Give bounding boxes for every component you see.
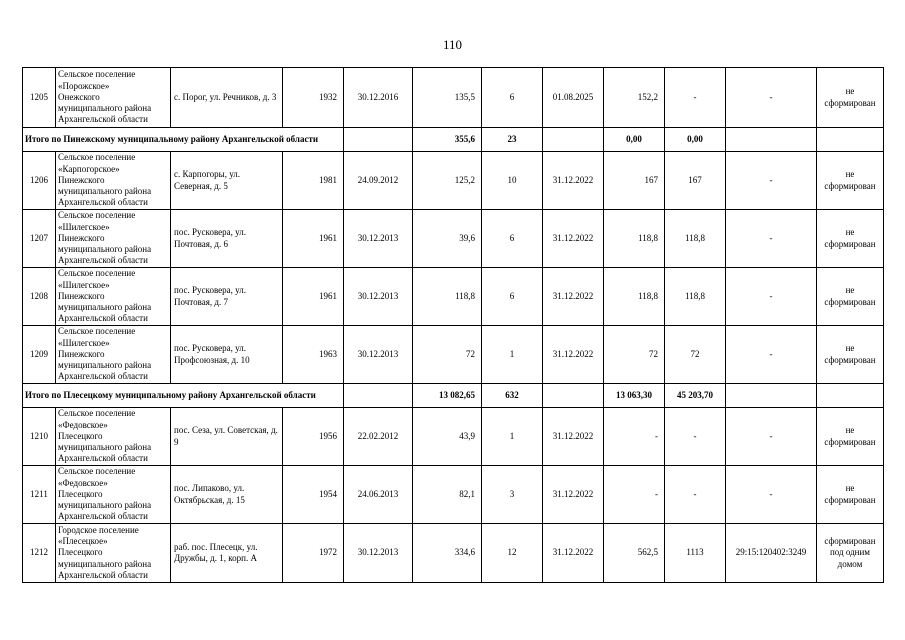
cadastral-number: -	[726, 152, 817, 210]
row-number: 1211	[23, 466, 56, 524]
house-address: пос. Русковера, ул. Почтовая, д. 7	[171, 268, 283, 326]
living-area: 82,1	[413, 466, 482, 524]
row-number: 1208	[23, 268, 56, 326]
row-number: 1207	[23, 210, 56, 268]
subtotal-label: Итого по Плесецкому муниципальному району Архангельской области	[23, 384, 344, 408]
subtotal-value-a: 0,00	[604, 128, 665, 152]
resettlement-deadline: 31.12.2022	[543, 408, 604, 466]
recognition-date: 30.12.2013	[344, 524, 413, 583]
subtotal-value-b: 45 203,70	[665, 384, 726, 408]
construction-year: 1956	[283, 408, 344, 466]
resettlement-deadline: 01.08.2025	[543, 68, 604, 128]
recognition-date: 24.06.2013	[344, 466, 413, 524]
cadastral-number: -	[726, 466, 817, 524]
construction-year: 1961	[283, 268, 344, 326]
subtotal-label: Итого по Пинежскому муниципальному району Архангельской области	[23, 128, 344, 152]
settlement-name: Сельское поселение «Порожское» Онежского муниципального района Архангельской области	[56, 68, 171, 128]
living-area: 135,5	[413, 68, 482, 128]
cadastral-number: 29:15:120402:3249	[726, 524, 817, 583]
resettlement-deadline: 31.12.2022	[543, 524, 604, 583]
resettlement-deadline: 31.12.2022	[543, 210, 604, 268]
row-number: 1206	[23, 152, 56, 210]
value-column-b: 118,8	[665, 210, 726, 268]
empty-cell	[726, 384, 817, 408]
row-number: 1212	[23, 524, 56, 583]
living-area: 72	[413, 326, 482, 384]
value-column-b: -	[665, 68, 726, 128]
table-row	[23, 152, 884, 210]
table-row	[23, 268, 884, 326]
table-row	[23, 466, 884, 524]
value-column-a: 118,8	[604, 210, 665, 268]
empty-cell	[344, 128, 413, 152]
recognition-date: 30.12.2013	[344, 326, 413, 384]
value-column-a: 562,5	[604, 524, 665, 583]
row-number: 1205	[23, 68, 56, 128]
living-area: 39,6	[413, 210, 482, 268]
value-column-a: 72	[604, 326, 665, 384]
table-row	[23, 408, 884, 466]
cadastral-number: -	[726, 326, 817, 384]
living-area: 43,9	[413, 408, 482, 466]
row-number: 1209	[23, 326, 56, 384]
residents-count: 6	[482, 210, 543, 268]
value-column-a: 152,2	[604, 68, 665, 128]
subtotal-row	[23, 384, 884, 408]
value-column-a: 118,8	[604, 268, 665, 326]
empty-cell	[817, 384, 884, 408]
settlement-name: Городское поселение «Плесецкое» Плесецкого муниципального района Архангельской области	[56, 524, 171, 583]
house-address: пос. Липаково, ул. Октябрьская, д. 15	[171, 466, 283, 524]
cadastral-number: -	[726, 68, 817, 128]
land-plot-status: не сформирован	[817, 408, 884, 466]
resettlement-deadline: 31.12.2022	[543, 326, 604, 384]
recognition-date: 30.12.2013	[344, 210, 413, 268]
subtotal-people: 632	[482, 384, 543, 408]
resettlement-deadline: 31.12.2022	[543, 268, 604, 326]
settlement-name: Сельское поселение «Шилегское» Пинежского муниципального района Архангельской области	[56, 268, 171, 326]
recognition-date: 30.12.2016	[344, 68, 413, 128]
residents-count: 12	[482, 524, 543, 583]
living-area: 334,6	[413, 524, 482, 583]
value-column-a: -	[604, 466, 665, 524]
empty-cell	[726, 128, 817, 152]
table-row	[23, 326, 884, 384]
land-plot-status: не сформирован	[817, 466, 884, 524]
residents-count: 6	[482, 68, 543, 128]
construction-year: 1963	[283, 326, 344, 384]
value-column-b: 118,8	[665, 268, 726, 326]
house-address: с. Порог, ул. Речников, д. 3	[171, 68, 283, 128]
house-address: раб. пос. Плесецк, ул. Дружбы, д. 1, корп. А	[171, 524, 283, 583]
subtotal-area: 355,6	[413, 128, 482, 152]
subtotal-people: 23	[482, 128, 543, 152]
living-area: 125,2	[413, 152, 482, 210]
cadastral-number: -	[726, 210, 817, 268]
house-address: пос. Сеза, ул. Советская, д. 9	[171, 408, 283, 466]
living-area: 118,8	[413, 268, 482, 326]
value-column-b: 72	[665, 326, 726, 384]
settlement-name: Сельское поселение «Федовское» Плесецкого муниципального района Архангельской области	[56, 466, 171, 524]
resettlement-deadline: 31.12.2022	[543, 152, 604, 210]
empty-cell	[543, 128, 604, 152]
table-body	[23, 68, 884, 583]
subtotal-area: 13 082,65	[413, 384, 482, 408]
subtotal-value-a: 13 063,30	[604, 384, 665, 408]
land-plot-status: сформирован под одним домом	[817, 524, 884, 583]
settlement-name: Сельское поселение «Шилегское» Пинежского муниципального района Архангельской области	[56, 210, 171, 268]
house-address: пос. Русковера, ул. Профсоюзная, д. 10	[171, 326, 283, 384]
value-column-a: 167	[604, 152, 665, 210]
table-row	[23, 68, 884, 128]
land-plot-status: не сформирован	[817, 152, 884, 210]
empty-cell	[543, 384, 604, 408]
settlement-name: Сельское поселение «Шилегское» Пинежского муниципального района Архангельской области	[56, 326, 171, 384]
value-column-a: -	[604, 408, 665, 466]
land-plot-status: не сформирован	[817, 326, 884, 384]
land-plot-status: не сформирован	[817, 68, 884, 128]
construction-year: 1954	[283, 466, 344, 524]
residents-count: 10	[482, 152, 543, 210]
value-column-b: 1113	[665, 524, 726, 583]
settlement-name: Сельское поселение «Карпогорское» Пинежского муниципального района Архангельской области	[56, 152, 171, 210]
residents-count: 1	[482, 326, 543, 384]
residents-count: 6	[482, 268, 543, 326]
resettlement-deadline: 31.12.2022	[543, 466, 604, 524]
house-address: пос. Русковера, ул. Почтовая, д. 6	[171, 210, 283, 268]
row-number: 1210	[23, 408, 56, 466]
land-plot-status: не сформирован	[817, 268, 884, 326]
recognition-date: 22.02.2012	[344, 408, 413, 466]
empty-cell	[817, 128, 884, 152]
subtotal-row	[23, 128, 884, 152]
subtotal-value-b: 0,00	[665, 128, 726, 152]
recognition-date: 24.09.2012	[344, 152, 413, 210]
empty-cell	[344, 384, 413, 408]
value-column-b: -	[665, 408, 726, 466]
value-column-b: 167	[665, 152, 726, 210]
recognition-date: 30.12.2013	[344, 268, 413, 326]
construction-year: 1981	[283, 152, 344, 210]
table-row	[23, 210, 884, 268]
construction-year: 1961	[283, 210, 344, 268]
construction-year: 1932	[283, 68, 344, 128]
residents-count: 3	[482, 466, 543, 524]
page-number: 110	[442, 37, 463, 52]
land-plot-status: не сформирован	[817, 210, 884, 268]
settlement-name: Сельское поселение «Федовское» Плесецкого муниципального района Архангельской области	[56, 408, 171, 466]
housing-register-table	[22, 67, 884, 583]
value-column-b: -	[665, 466, 726, 524]
construction-year: 1972	[283, 524, 344, 583]
cadastral-number: -	[726, 408, 817, 466]
house-address: с. Карпогоры, ул. Северная, д. 5	[171, 152, 283, 210]
cadastral-number: -	[726, 268, 817, 326]
table-row	[23, 524, 884, 583]
residents-count: 1	[482, 408, 543, 466]
